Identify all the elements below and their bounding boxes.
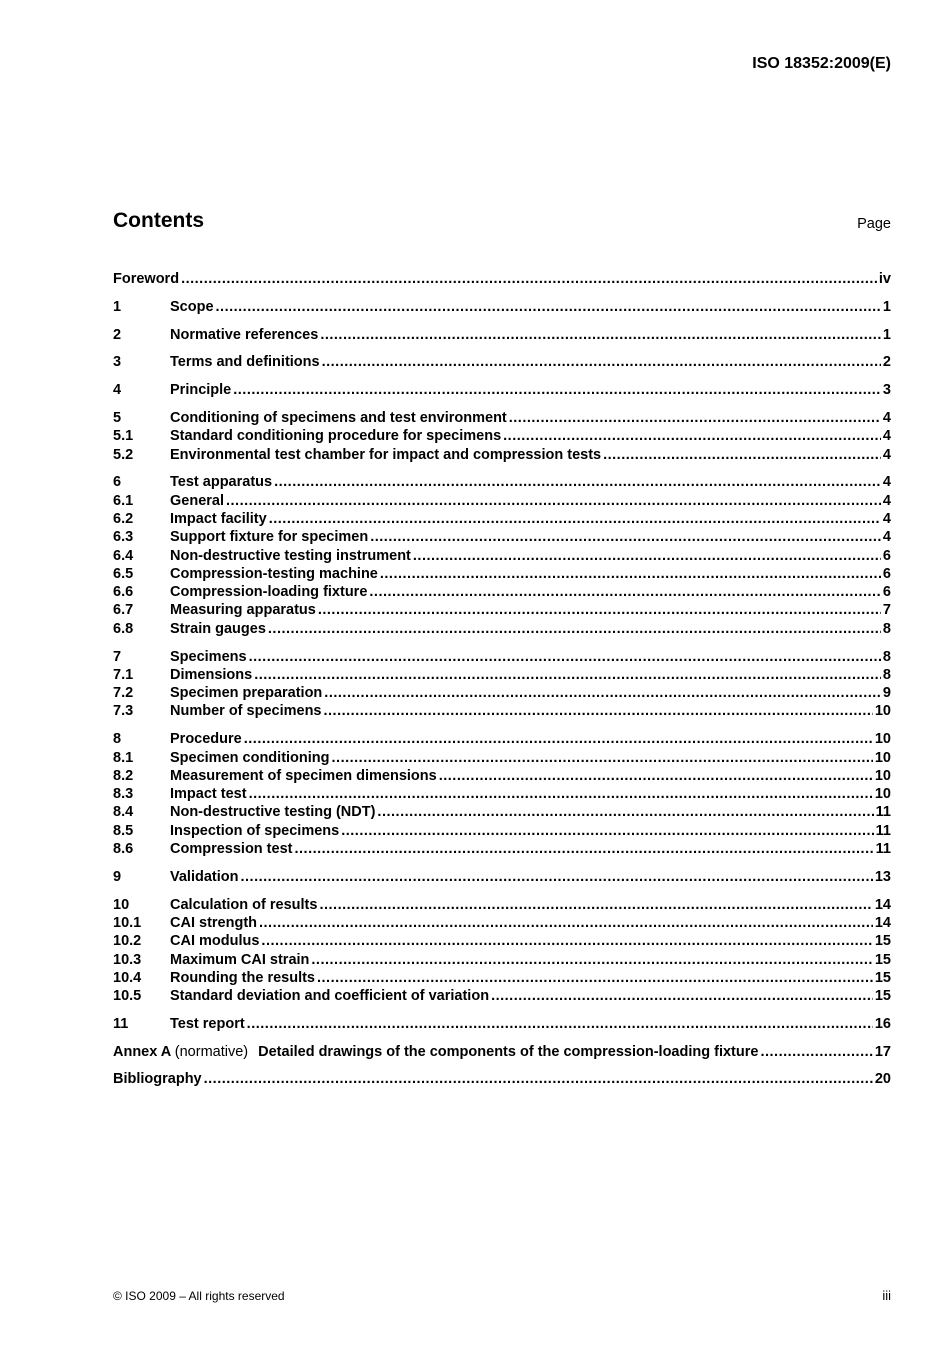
- toc-entry-page: 6: [882, 547, 891, 564]
- toc-entry-number: 8.1: [113, 749, 134, 766]
- leader-dots: [249, 648, 881, 666]
- toc-entry-number: 10.3: [113, 951, 142, 968]
- toc-entry[interactable]: [113, 684, 891, 702]
- document-id: ISO 18352:2009(E): [752, 55, 891, 72]
- leader-dots: [317, 969, 873, 987]
- toc-entry-page: 3: [882, 382, 891, 399]
- toc-entry-title: Measuring apparatus: [170, 602, 316, 619]
- toc-entry-number: 8.2: [113, 767, 134, 784]
- toc-entry-title: Validation: [170, 868, 239, 885]
- annex-title: Detailed drawings of the components of the compression-loading fixture: [258, 1043, 759, 1060]
- toc-entry-title: Inspection of specimens: [170, 822, 340, 839]
- leader-dots: [249, 785, 873, 803]
- bibliography-title: Bibliography: [113, 1071, 202, 1088]
- toc-entry[interactable]: [113, 702, 891, 720]
- leader-dots: [413, 547, 881, 565]
- toc-entry-page: 4: [882, 446, 891, 463]
- toc-entry[interactable]: [113, 730, 891, 748]
- toc-entry-title: Procedure: [170, 731, 242, 748]
- toc-entry-title: Compression test: [170, 841, 293, 858]
- toc-entry-page: 1: [882, 298, 891, 315]
- leader-dots: [318, 601, 881, 619]
- toc-entry-number: 8.5: [113, 822, 134, 839]
- toc-entry[interactable]: [113, 381, 891, 399]
- toc-entry-number: 4: [113, 382, 122, 399]
- toc-entry-number: 7.1: [113, 666, 134, 683]
- leader-dots: [204, 1070, 873, 1088]
- toc-entry-number: 5.2: [113, 446, 134, 463]
- toc-entry[interactable]: [113, 987, 891, 1005]
- toc-entry-number: 6.5: [113, 565, 134, 582]
- toc-entry-page: 8: [882, 666, 891, 683]
- toc-entry-number: 6.7: [113, 602, 134, 619]
- toc-entry-number: 6.6: [113, 584, 134, 601]
- toc-entry[interactable]: [113, 932, 891, 950]
- toc-entry-number: 1: [113, 298, 122, 315]
- toc-entry-number: 6.2: [113, 510, 134, 527]
- toc-entry-title: Scope: [170, 298, 214, 315]
- toc-entry-title: Dimensions: [170, 666, 253, 683]
- toc-entry-number: 7.2: [113, 685, 134, 702]
- toc-entry-number: 6: [113, 474, 122, 491]
- toc-entry-number: 8.6: [113, 841, 134, 858]
- toc-entry-title: Specimen conditioning: [170, 749, 330, 766]
- toc-entry-title: Standard conditioning procedure for specimens: [170, 428, 502, 445]
- toc-entry-title: Principle: [170, 382, 232, 399]
- toc-entry[interactable]: [113, 565, 891, 583]
- toc-entry-title: Rounding the results: [170, 969, 315, 986]
- toc-entry[interactable]: [113, 446, 891, 464]
- leader-dots: [491, 987, 873, 1005]
- leader-dots: [322, 353, 881, 371]
- leader-dots: [244, 730, 873, 748]
- leader-dots: [269, 510, 881, 528]
- toc-entry[interactable]: [113, 1015, 891, 1033]
- toc-entry[interactable]: [113, 666, 891, 684]
- toc-entry[interactable]: [113, 951, 891, 969]
- toc-entry-page: 4: [882, 492, 891, 509]
- annex-type: (normative): [174, 1043, 249, 1060]
- toc-entry-title: Calculation of results: [170, 896, 318, 913]
- toc-entry[interactable]: [113, 840, 891, 858]
- toc-entry[interactable]: [113, 492, 891, 510]
- toc-entry[interactable]: [113, 896, 891, 914]
- leader-dots: [261, 932, 872, 950]
- toc-entry-page: 8: [882, 620, 891, 637]
- toc-entry-title: Test apparatus: [170, 474, 273, 491]
- leader-dots: [509, 409, 881, 427]
- toc-entry-page: 10: [874, 749, 891, 766]
- leader-dots: [603, 446, 881, 464]
- toc-entry-number: 6.3: [113, 529, 134, 546]
- footer-page-number: iii: [882, 1288, 891, 1303]
- leader-dots: [268, 620, 881, 638]
- toc-entry-title: Impact test: [170, 786, 247, 803]
- toc-entry[interactable]: [113, 353, 891, 371]
- toc-entry-number: 5: [113, 409, 122, 426]
- toc-entry-page: 10: [874, 767, 891, 784]
- toc-entry-title: Terms and definitions: [170, 354, 320, 371]
- toc-entry-title: Impact facility: [170, 510, 267, 527]
- toc-entry-page: 11: [875, 841, 891, 858]
- leader-dots: [377, 803, 873, 821]
- table-of-contents: [113, 270, 891, 1089]
- toc-entry-number: 5.1: [113, 428, 134, 445]
- toc-entry-page: 10: [874, 703, 891, 720]
- footer-copyright: © ISO 2009 – All rights reserved: [113, 1289, 285, 1303]
- toc-entry-page: 10: [874, 731, 891, 748]
- leader-dots: [181, 270, 877, 288]
- toc-entry-page: 15: [874, 951, 891, 968]
- toc-entry-number: 8: [113, 731, 122, 748]
- toc-entry-title: Standard deviation and coefficient of variation: [170, 988, 490, 1005]
- toc-entry-title: Maximum CAI strain: [170, 951, 310, 968]
- toc-entry[interactable]: [113, 547, 891, 565]
- toc-entry[interactable]: [113, 620, 891, 638]
- leader-dots: [247, 1015, 873, 1033]
- toc-entry-title: Compression-testing machine: [170, 565, 378, 582]
- leader-dots: [226, 492, 881, 510]
- leader-dots: [311, 951, 872, 969]
- leader-dots: [341, 822, 873, 840]
- toc-entry-page: 10: [874, 786, 891, 803]
- toc-entry-page: 6: [882, 565, 891, 582]
- toc-entry-number: 10.4: [113, 969, 142, 986]
- toc-entry-number: 10.1: [113, 914, 142, 931]
- contents-title: Contents: [113, 209, 204, 232]
- leader-dots: [503, 427, 881, 445]
- toc-entry-page: 4: [882, 510, 891, 527]
- toc-entry-title: Environmental test chamber for impact and compression tests: [170, 446, 602, 463]
- toc-entry[interactable]: [113, 510, 891, 528]
- toc-entry-page: 15: [874, 988, 891, 1005]
- toc-entry-page: 11: [875, 822, 891, 839]
- toc-entry[interactable]: [113, 528, 891, 546]
- toc-entry-page: 1: [882, 326, 891, 343]
- toc-entry-number: 9: [113, 868, 122, 885]
- leader-dots: [233, 381, 881, 399]
- annex-label: Annex A: [113, 1043, 171, 1060]
- toc-entry[interactable]: [113, 601, 891, 619]
- leader-dots: [259, 914, 873, 932]
- toc-entry-number: 6.4: [113, 547, 134, 564]
- toc-entry[interactable]: [113, 914, 891, 932]
- toc-entry-title: Support fixture for specimen: [170, 529, 369, 546]
- toc-entry-title: General: [170, 492, 224, 509]
- leader-dots: [370, 528, 881, 546]
- toc-entry-title: Measurement of specimen dimensions: [170, 767, 437, 784]
- toc-entry-title: Foreword: [113, 271, 180, 287]
- toc-entry-title: Test report: [170, 1015, 245, 1032]
- toc-entry-title: Strain gauges: [170, 620, 266, 637]
- leader-dots: [216, 298, 881, 316]
- toc-entry-number: 2: [113, 326, 122, 343]
- toc-entry-bibliography[interactable]: [113, 1070, 891, 1088]
- toc-entry-page: 7: [882, 602, 891, 619]
- toc-entry-page: 16: [874, 1015, 891, 1032]
- leader-dots: [760, 1043, 872, 1061]
- leader-dots: [254, 666, 881, 684]
- toc-entry[interactable]: [113, 822, 891, 840]
- toc-entry-page: 4: [882, 409, 891, 426]
- toc-entry-page: 13: [874, 868, 891, 885]
- toc-entry[interactable]: [113, 785, 891, 803]
- toc-entry-page: 4: [882, 428, 891, 445]
- leader-dots: [439, 767, 873, 785]
- toc-entry[interactable]: [113, 298, 891, 316]
- toc-entry[interactable]: [113, 473, 891, 491]
- leader-dots: [324, 702, 873, 720]
- toc-entry-page: 9: [882, 685, 891, 702]
- toc-entry-title: Normative references: [170, 326, 319, 343]
- toc-entry-page: 8: [882, 648, 891, 665]
- toc-entry-number: 10.2: [113, 933, 142, 950]
- toc-entry-number: 10: [113, 896, 130, 913]
- annex-page: 17: [874, 1043, 891, 1060]
- toc-entry-number: 7: [113, 648, 122, 665]
- toc-entry-number: 3: [113, 354, 122, 371]
- toc-entry-title: Non-destructive testing (NDT): [170, 804, 376, 821]
- leader-dots: [332, 749, 873, 767]
- toc-entry-page: iv: [878, 271, 891, 287]
- toc-entry-number: 10.5: [113, 988, 142, 1005]
- toc-entry-page: 6: [882, 584, 891, 601]
- toc-entry-page: 14: [874, 914, 891, 931]
- toc-entry[interactable]: [113, 767, 891, 785]
- toc-entry[interactable]: [113, 803, 891, 821]
- toc-entry[interactable]: [113, 749, 891, 767]
- toc-entry-title: CAI strength: [170, 914, 257, 931]
- toc-entry-number: 8.4: [113, 804, 134, 821]
- bibliography-page: 20: [874, 1071, 891, 1088]
- toc-entry[interactable]: [113, 583, 891, 601]
- toc-entry-title: Compression-loading fixture: [170, 584, 368, 601]
- toc-entry[interactable]: [113, 427, 891, 445]
- toc-entry-page: 2: [882, 354, 891, 371]
- toc-entry-title: Specimen preparation: [170, 685, 323, 702]
- toc-entry-page: 11: [875, 804, 891, 821]
- toc-entry-page: 15: [874, 933, 891, 950]
- leader-dots: [320, 326, 881, 344]
- toc-entry-annex-a[interactable]: [113, 1043, 891, 1061]
- toc-entry-number: 6.8: [113, 620, 134, 637]
- toc-entry-title: Conditioning of specimens and test environment: [170, 409, 507, 426]
- toc-entry-title: Number of specimens: [170, 703, 322, 720]
- toc-entry-number: 11: [113, 1015, 129, 1032]
- toc-entry-page: 4: [882, 529, 891, 546]
- toc-entry[interactable]: [113, 648, 891, 666]
- toc-entry-page: 15: [874, 969, 891, 986]
- page-column-label: Page: [857, 216, 891, 232]
- toc-entry[interactable]: [113, 868, 891, 886]
- leader-dots: [274, 473, 881, 491]
- toc-entry[interactable]: [113, 969, 891, 987]
- toc-entry-title: Non-destructive testing instrument: [170, 547, 411, 564]
- toc-entry[interactable]: [113, 270, 891, 288]
- toc-entry[interactable]: [113, 409, 891, 427]
- toc-entry-page: 14: [874, 896, 891, 913]
- leader-dots: [241, 868, 873, 886]
- toc-entry-title: Specimens: [170, 648, 247, 665]
- toc-entry-page: 4: [882, 474, 891, 491]
- toc-entry-title: CAI modulus: [170, 933, 260, 950]
- toc-entry-number: 7.3: [113, 703, 134, 720]
- leader-dots: [380, 565, 881, 583]
- toc-entry-number: 6.1: [113, 492, 134, 509]
- leader-dots: [319, 896, 872, 914]
- toc-entry-number: 8.3: [113, 786, 134, 803]
- leader-dots: [369, 583, 881, 601]
- leader-dots: [324, 684, 881, 702]
- toc-entry[interactable]: [113, 326, 891, 344]
- leader-dots: [294, 840, 873, 858]
